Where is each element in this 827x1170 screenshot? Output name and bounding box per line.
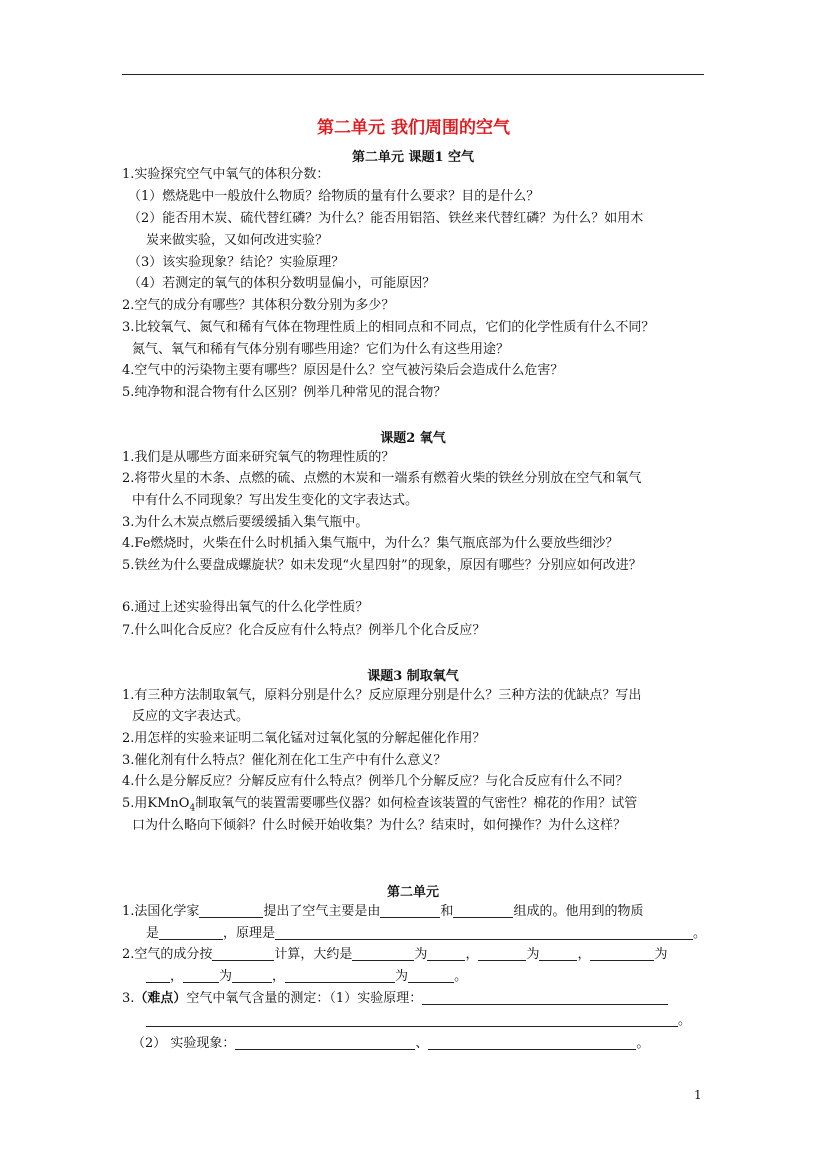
question-line: 2.用怎样的实验来证明二氧化锰对过氧化氢的分解起催化作用？	[122, 731, 486, 746]
section-title-oxygen: 课题2 氧气	[380, 431, 446, 446]
answer-blank[interactable]	[235, 1035, 415, 1050]
question-line: 3.催化剂有什么特点？催化剂在化工生产中有什么意义？	[122, 753, 447, 768]
answer-blank[interactable]	[146, 968, 170, 983]
answer-blank[interactable]	[146, 1012, 678, 1027]
question-line: 中有什么不同现象？写出发生变化的文字表达式。	[132, 493, 419, 508]
section-title-unit-two: 第二单元	[386, 885, 439, 900]
section-title-air: 第二单元 课题1 空气	[351, 150, 475, 165]
answer-blank[interactable]	[539, 946, 577, 961]
answer-blank[interactable]	[427, 946, 465, 961]
question-line: 2.将带火星的木条、点燃的硫、点燃的木炭和一端系有燃着火柴的铁丝分别放在空气和氧气	[122, 471, 642, 486]
answer-blank[interactable]	[275, 925, 693, 940]
fill-line: 2.空气的成分按 计算，大约是 为 ， 为 ， 为	[122, 947, 668, 962]
answer-blank[interactable]	[408, 968, 454, 983]
question-line: 4.Fe燃烧时，火柴在什么时机插入集气瓶中，为什么？集气瓶底部为什么要放些细沙？	[122, 536, 619, 551]
page-number: 1	[694, 1088, 702, 1102]
fill-line: ， 为 ， 为 。	[146, 968, 736, 986]
fill-line: 。	[146, 1012, 736, 1030]
question-line: 炭来做实验，又如何改进实验？	[146, 233, 329, 248]
question-line: 1.我们是从哪些方面来研究氧气的物理性质的？	[122, 450, 395, 465]
question-line: 1.有三种方法制取氧气，原料分别是什么？反应原理分别是什么？三种方法的优缺点？写出	[122, 688, 642, 703]
question-line: 6.通过上述实验得出氧气的什么化学性质？	[122, 600, 369, 615]
question-line: （1）燃烧匙中一般放什么物质？给物质的量有什么要求？目的是什么？	[128, 189, 540, 204]
question-line: 7.什么叫化合反应？化合反应有什么特点？例举几个化合反应？	[122, 623, 486, 638]
section-title-prep-oxygen: 课题3 制取氧气	[367, 669, 459, 684]
header-rule	[122, 74, 704, 75]
answer-blank[interactable]	[183, 968, 219, 983]
answer-blank[interactable]	[422, 990, 668, 1005]
answer-blank[interactable]	[453, 903, 513, 918]
fill-line: 3.（难点）空气中氧气含量的测定：（1）实验原理：	[122, 990, 712, 1008]
question-line: 4.什么是分解反应？分解反应有什么特点？例举几个分解反应？与化合反应有什么不同？	[122, 774, 629, 789]
answer-blank[interactable]	[159, 925, 223, 940]
question-line: 1.实验探究空气中氧气的体积分数：	[122, 167, 330, 182]
answer-blank[interactable]	[428, 1035, 636, 1050]
question-line: （2）能否用木炭、硫代替红磷？为什么？能否用铝箔、铁丝来代替红磷？为什么？如用木	[128, 211, 644, 226]
fill-line: 1.法国化学家 提出了空气主要是由 和 组成的。他用到的物质	[122, 904, 644, 919]
question-line: 4.空气中的污染物主要有哪些？原因是什么？空气被污染后会造成什么危害？	[122, 363, 564, 378]
answer-blank[interactable]	[232, 968, 272, 983]
question-line: 3.为什么木炭点燃后要缓缓插入集气瓶中。	[122, 515, 369, 530]
answer-blank[interactable]	[590, 946, 654, 961]
question-line: 反应的文字表达式。	[132, 709, 250, 724]
page-title: 第二单元 我们周围的空气	[317, 118, 510, 138]
question-line: 5.铁丝为什么要盘成螺旋状？如未发现“火星四射”的现象，原因有哪些？分别应如何改进？	[122, 558, 642, 573]
answer-blank[interactable]	[380, 903, 440, 918]
fill-line: 是 ，原理是 。	[146, 926, 707, 941]
answer-blank[interactable]	[478, 946, 526, 961]
question-line: 口为什么略向下倾斜？什么时候开始收集？为什么？结束时，如何操作？为什么这样？	[132, 818, 627, 833]
question-line: 氮气、氧气和稀有气体分别有哪些用途？它们为什么有这些用途？	[132, 342, 510, 357]
question-line: 5.用KMnO$_4$制取氧气的装置需要哪些仪器？如何检查该装置的气密性？棉花的作用？试管	[122, 796, 638, 814]
question-line: 2.空气的成分有哪些？其体积分数分别为多少？	[122, 298, 395, 313]
question-line: 5.纯净物和混合物有什么区别？例举几种常见的混合物？	[122, 385, 447, 400]
question-line: （3）该实验现象？结论？实验原理？	[128, 255, 345, 270]
question-line: 3.比较氧气、氮气和稀有气体在物理性质上的相同点和不同点，它们的化学性质有什么不同？	[122, 320, 655, 335]
answer-blank[interactable]	[285, 968, 395, 983]
answer-blank[interactable]	[212, 946, 274, 961]
answer-blank[interactable]	[352, 946, 414, 961]
question-line: （4）若测定的氧气的体积分数明显偏小，可能原因？	[128, 276, 436, 291]
answer-blank[interactable]	[199, 903, 263, 918]
fill-line: （2） 实验现象： 、 。	[132, 1036, 650, 1051]
